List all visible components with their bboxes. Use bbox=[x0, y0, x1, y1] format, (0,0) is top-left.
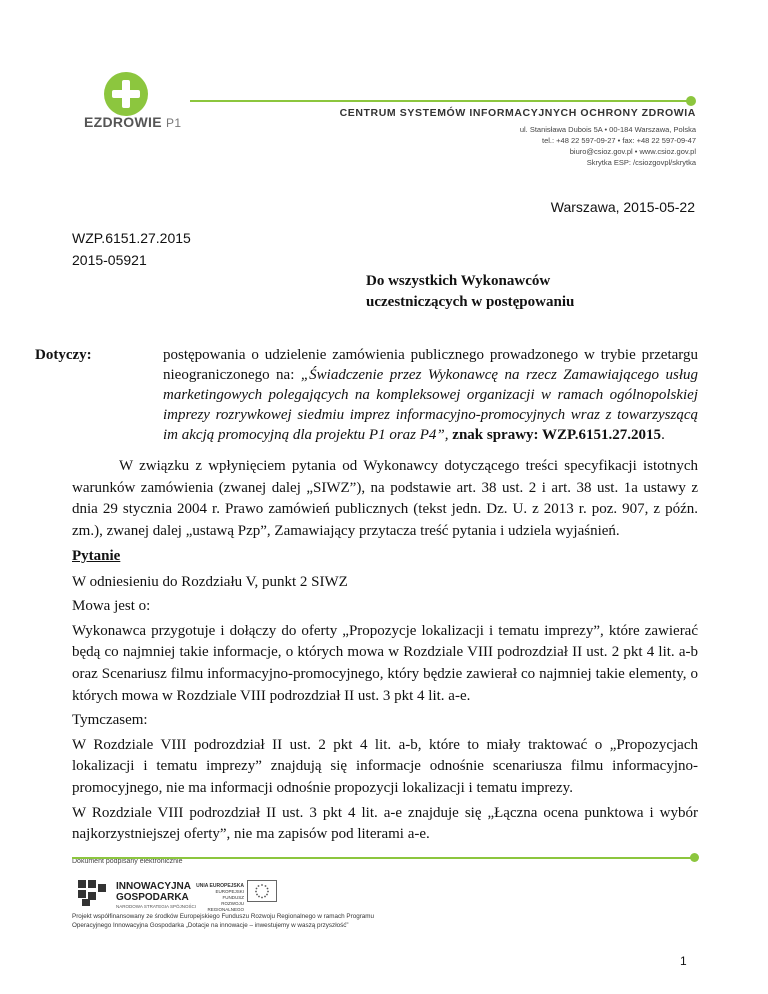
innowacyjna-gospodarka-title: INNOWACYJNA GOSPODARKA bbox=[116, 881, 192, 903]
innowacyjna-gospodarka-subtitle: NARODOWA STRATEGIA SPÓJNOŚCI bbox=[116, 904, 197, 909]
header-divider bbox=[190, 100, 690, 102]
recipient-block bbox=[366, 271, 574, 313]
city-date: Warszawa, 2015-05-22 bbox=[550, 199, 695, 215]
question-section bbox=[72, 546, 698, 849]
eu-flag-icon bbox=[247, 880, 277, 902]
footer-divider bbox=[72, 857, 694, 859]
ezdrowie-logo bbox=[72, 50, 222, 160]
web-line: biuro@csioz.gov.pl • www.csioz.gov.pl bbox=[569, 147, 696, 156]
question-line: Wykonawca przygotuje i dołączy do oferty „Propozycje lokalizacji i tematu imprezy”, które zawierać będą co najmniej takie informacje, o których mowa w Rozdziale VIII podrozdział II ust. 2 pkt 4 lit. a-b oraz Scenariusz filmu informacyjno-promocyjnego, który będzie zawierał co najmniej takie elementy, o których mowa w Rozdziale VIII podrozdział II ust. 3 pkt 4 lit. a-e. bbox=[72, 622, 698, 704]
question-line: Mowa jest o: bbox=[72, 598, 151, 615]
recipient-line-1: Do wszystkich Wykonawców bbox=[366, 273, 551, 289]
subject-text: postępowania o udzielenie zamówienia publicznego prowadzonego w trybie przetargu nieograniczonego na: „Świadczenie przez Wykonawcę na rzecz Zamawiającego usług marketingowych polegających na kompleksowej organizacji w ramach ogólnopolskiej imprezy rozrywkowej siedmiu imprez informacyjno-promocyjnych wraz z towarzyszącą im akcją promocyjną dla projektu P1 oraz P4”, znak sprawy: WZP.6151.27.2015. bbox=[163, 347, 698, 443]
question-line: Tymczasem: bbox=[72, 712, 148, 729]
organization-name: CENTRUM SYSTEMÓW INFORMACYJNYCH OCHRONY ZDROWIA bbox=[339, 107, 696, 119]
question-line: W Rozdziale VIII podrozdział II ust. 3 pkt 4 lit. a-e znajduje się „Łączna ocena punktowa i wybór najkorzystniejszej oferty”, nie ma zapisów pod literami a-e. bbox=[72, 804, 698, 843]
innowacyjna-gospodarka-icon bbox=[78, 880, 108, 906]
reference-number: WZP.6151.27.2015 bbox=[72, 230, 191, 246]
logo-wordmark: EZDROWIE P1 bbox=[84, 114, 182, 130]
recipient-line-2: uczestniczących w postępowaniu bbox=[366, 294, 575, 310]
address-line: ul. Stanisława Dubois 5A • 00-184 Warszawa, Polska bbox=[519, 125, 696, 134]
question-line: W Rozdziale VIII podrozdział II ust. 2 pkt 4 lit. a-b, które to miały traktować o „Propozycjach lokalizacji i tematu imprezy” znajdują się informacje odnośnie scenariusza filmu informacyjno-promocyjnego, nie ma informacji odnośnie propozycji lokalizacji i tematu imprezy. bbox=[72, 736, 698, 796]
header-divider-dot bbox=[686, 96, 696, 106]
intro-paragraph: W związku z wpłynięciem pytania od Wykonawcy dotyczącego treści specyfikacji istotnych warunków zamówienia (zwanej dalej „SIWZ”), na podstawie art. 38 ust. 2 i art. 38 ust. 1a ustawy z dnia 29 stycznia 2004 r. Prawo zamówień publicznych (tekst jedn. Dz. U. z 2013 r. poz. 907, z późn. zm.), zwanej dalej „ustawą Pzp”, Zamawiający przytacza treść pytania i udziela wyjaśnień. bbox=[72, 458, 698, 539]
page-number: 1 bbox=[680, 954, 687, 968]
signed-label: Dokument podpisany elektronicznie bbox=[72, 858, 183, 865]
subject-title: „Świadczenie przez Wykonawcę na rzecz Zamawiającego usług marketingowych polegających na kompleksowej organizacji w ramach ogólnopolskiej imprezy rozrywkowej siedmiu imprez informacyjno-promocyjnych wraz z towarzyszącą im akcją promocyjną dla projektu P1 oraz P4”, bbox=[163, 367, 698, 443]
case-number: 2015-05921 bbox=[72, 252, 147, 268]
footer-divider-dot bbox=[690, 853, 699, 862]
subject-case-number: znak sprawy: WZP.6151.27.2015 bbox=[448, 427, 662, 443]
question-line: W odniesieniu do Rozdziału V, punkt 2 SIWZ bbox=[72, 573, 348, 590]
subject-block bbox=[35, 345, 698, 445]
funding-note: Projekt współfinansowany ze środków Europejskiego Funduszu Rozwoju Regionalnego w ramach Programu Operacyjnego Innowacyjna Gospodarka „Dotacje na innowacje – inwestujemy w waszą przyszłość” bbox=[72, 913, 375, 929]
phone-line: tel.: +48 22 597-09-27 • fax: +48 22 597-09-47 bbox=[542, 136, 696, 145]
epuap-line: Skrytka ESP: /csiozgovpl/skrytka bbox=[586, 158, 696, 167]
eu-text: UNIA EUROPEJSKA EUROPEJSKI FUNDUSZ ROZWOJU REGIONALNEGO bbox=[196, 883, 244, 912]
organization-contact bbox=[520, 124, 696, 168]
question-heading: Pytanie bbox=[72, 548, 121, 564]
subject-label: Dotyczy: bbox=[35, 347, 92, 363]
